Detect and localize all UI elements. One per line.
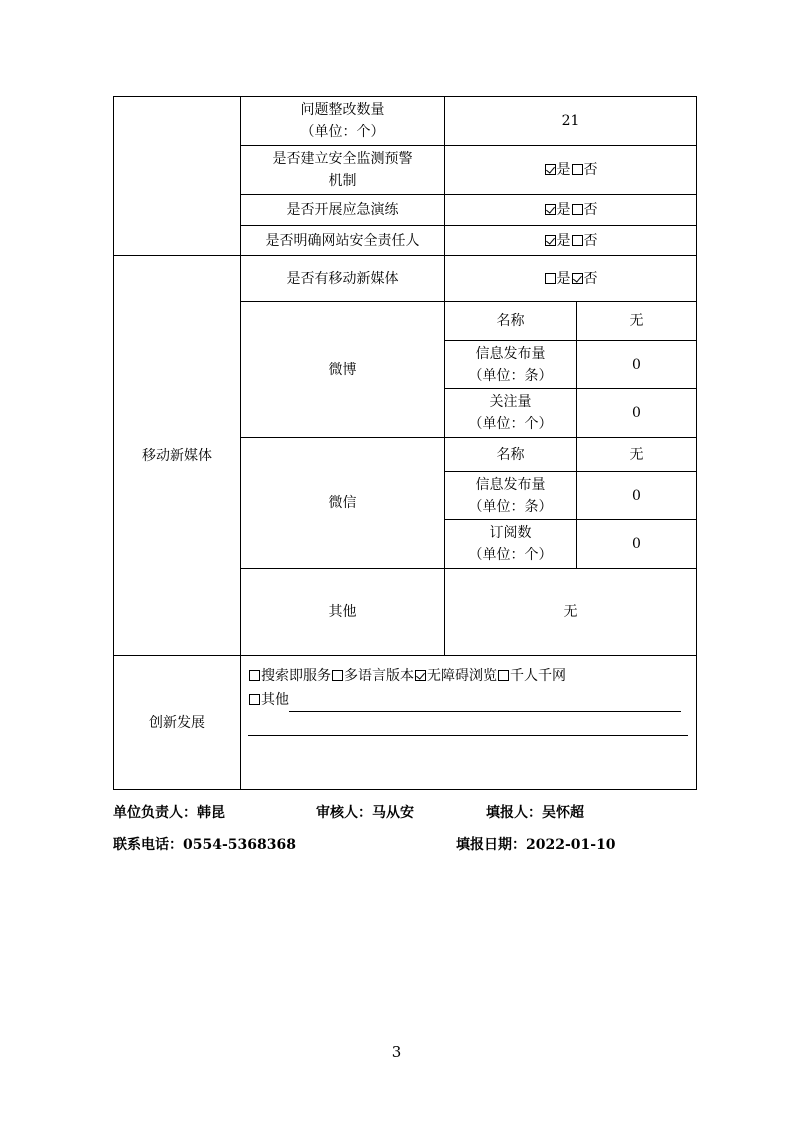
date-label: 填报日期：: [456, 837, 526, 853]
date-value: 2022-01-10: [526, 837, 616, 853]
weibo-name-value: 无: [629, 313, 644, 329]
section-cell-top: [113, 96, 241, 256]
weibo-follow-value-cell: [576, 388, 697, 438]
option-other: 其他: [261, 692, 289, 708]
other-value-cell: [444, 568, 697, 656]
option-multilingual: 多语言版本: [344, 668, 414, 684]
wechat-posts-unit: （单位：条）: [468, 498, 553, 515]
weibo-name-value-cell: [576, 301, 697, 341]
monitoring-label: 是否建立安全监测预警: [272, 151, 413, 167]
option-yes: 是: [556, 202, 571, 218]
wechat-sub-value: 0: [632, 536, 641, 552]
option-yes: 是: [556, 162, 571, 178]
checkbox-checked-icon[interactable]: [415, 670, 426, 681]
wechat-sub-label: 订阅数: [489, 525, 532, 541]
checkbox-empty-icon[interactable]: [498, 670, 509, 681]
option-accessible: 无障碍浏览: [427, 668, 497, 684]
phone-label: 联系电话：: [113, 837, 183, 853]
wechat-name-value-cell: [576, 437, 697, 472]
checkbox-empty-icon[interactable]: [249, 694, 260, 705]
has-media-value-cell: [444, 255, 697, 302]
reviewer-label: 审核人：: [316, 805, 372, 821]
other-fill-line[interactable]: [289, 693, 681, 712]
option-no: 否: [583, 202, 598, 218]
phone-value: 0554-5368368: [183, 837, 296, 853]
has-media-label-cell: [240, 255, 445, 302]
footer-date: [456, 834, 616, 854]
unit-head-value: 韩昆: [197, 805, 225, 821]
other-label-cell: [240, 568, 445, 656]
wechat-posts-label: 信息发布量: [475, 476, 546, 493]
weibo-follow-label: 关注量: [489, 394, 532, 410]
option-no: 否: [583, 232, 598, 249]
responsible-options: [544, 230, 598, 252]
wechat-label-cell: [240, 437, 445, 569]
monitoring-label-2: 机制: [328, 173, 357, 189]
page-number: 3: [391, 1043, 402, 1061]
wechat-name-label-cell: [444, 437, 577, 472]
checkbox-empty-icon[interactable]: [249, 670, 260, 681]
wechat-sub-label-cell: [444, 519, 577, 569]
innovation-line-1: [248, 664, 690, 688]
other-value: 无: [563, 604, 578, 620]
section-label-media: [113, 255, 241, 656]
rectification-value: 21: [561, 113, 580, 129]
section-label-innovation: [113, 655, 241, 790]
option-no: 否: [583, 162, 598, 178]
innovation-line-3: [248, 712, 690, 736]
option-yes: 是: [556, 232, 571, 249]
drill-options: [544, 199, 598, 221]
weibo-follow-label-cell: [444, 388, 577, 438]
footer-filler: [486, 802, 584, 822]
reviewer-value: 马从安: [372, 805, 414, 821]
weibo-name-label-cell: [444, 301, 577, 341]
section-label-media-text: 移动新媒体: [142, 447, 212, 464]
drill-label: 是否开展应急演练: [286, 202, 399, 218]
drill-value-cell: [444, 194, 697, 226]
option-search-service: 搜索即服务: [261, 668, 331, 684]
wechat-label: 微信: [328, 495, 357, 511]
innovation-options: [248, 664, 690, 736]
monitoring-options: [544, 159, 598, 181]
rectification-unit: （单位：个）: [300, 124, 385, 140]
weibo-follow-value: 0: [632, 405, 641, 421]
drill-label-cell: [240, 194, 445, 226]
checkbox-empty-icon[interactable]: [572, 235, 583, 246]
weibo-posts-value: 0: [632, 356, 641, 373]
wechat-posts-value-cell: [576, 471, 697, 520]
monitoring-label-cell: [240, 145, 445, 195]
option-yes: 是: [556, 270, 571, 287]
wechat-name-value: 无: [629, 446, 644, 463]
checkbox-empty-icon[interactable]: [572, 164, 583, 175]
checkbox-checked-icon[interactable]: [545, 235, 556, 246]
has-media-options: [544, 268, 598, 290]
rectification-label-cell: [240, 96, 445, 146]
responsible-label: 是否明确网站安全责任人: [265, 232, 420, 249]
filler-label: 填报人：: [486, 805, 542, 821]
wechat-posts-value: 0: [632, 487, 641, 504]
weibo-posts-label: 信息发布量: [475, 345, 546, 362]
other-label: 其他: [328, 604, 357, 620]
weibo-posts-unit: （单位：条）: [468, 367, 553, 384]
unit-head-label: 单位负责人：: [113, 805, 197, 821]
footer-phone: [113, 834, 296, 854]
option-personalized: 千人千网: [510, 668, 566, 684]
weibo-posts-label-cell: [444, 340, 577, 389]
innovation-line-2: [248, 688, 690, 712]
weibo-name-label: 名称: [496, 313, 525, 329]
checkbox-empty-icon[interactable]: [572, 204, 583, 215]
wechat-sub-value-cell: [576, 519, 697, 569]
footer-unit-head: [113, 802, 225, 822]
weibo-posts-value-cell: [576, 340, 697, 389]
wechat-name-label: 名称: [496, 446, 525, 463]
rectification-value-cell: [444, 96, 697, 146]
rectification-label: 问题整改数量: [300, 102, 385, 118]
checkbox-checked-icon[interactable]: [545, 164, 556, 175]
weibo-label-cell: [240, 301, 445, 438]
checkbox-checked-icon[interactable]: [572, 273, 583, 284]
checkbox-empty-icon[interactable]: [332, 670, 343, 681]
has-media-label: 是否有移动新媒体: [286, 270, 399, 287]
responsible-label-cell: [240, 225, 445, 256]
footer-reviewer: [316, 802, 414, 822]
other-fill-line-2[interactable]: [248, 717, 688, 736]
weibo-label: 微博: [328, 361, 357, 378]
wechat-sub-unit: （单位：个）: [468, 547, 553, 563]
option-no: 否: [583, 270, 598, 287]
section-label-innovation-text: 创新发展: [149, 714, 205, 731]
wechat-posts-label-cell: [444, 471, 577, 520]
weibo-follow-unit: （单位：个）: [468, 416, 553, 432]
monitoring-value-cell: [444, 145, 697, 195]
filler-value: 吴怀超: [542, 805, 584, 821]
responsible-value-cell: [444, 225, 697, 256]
checkbox-empty-icon[interactable]: [545, 273, 556, 284]
checkbox-checked-icon[interactable]: [545, 204, 556, 215]
